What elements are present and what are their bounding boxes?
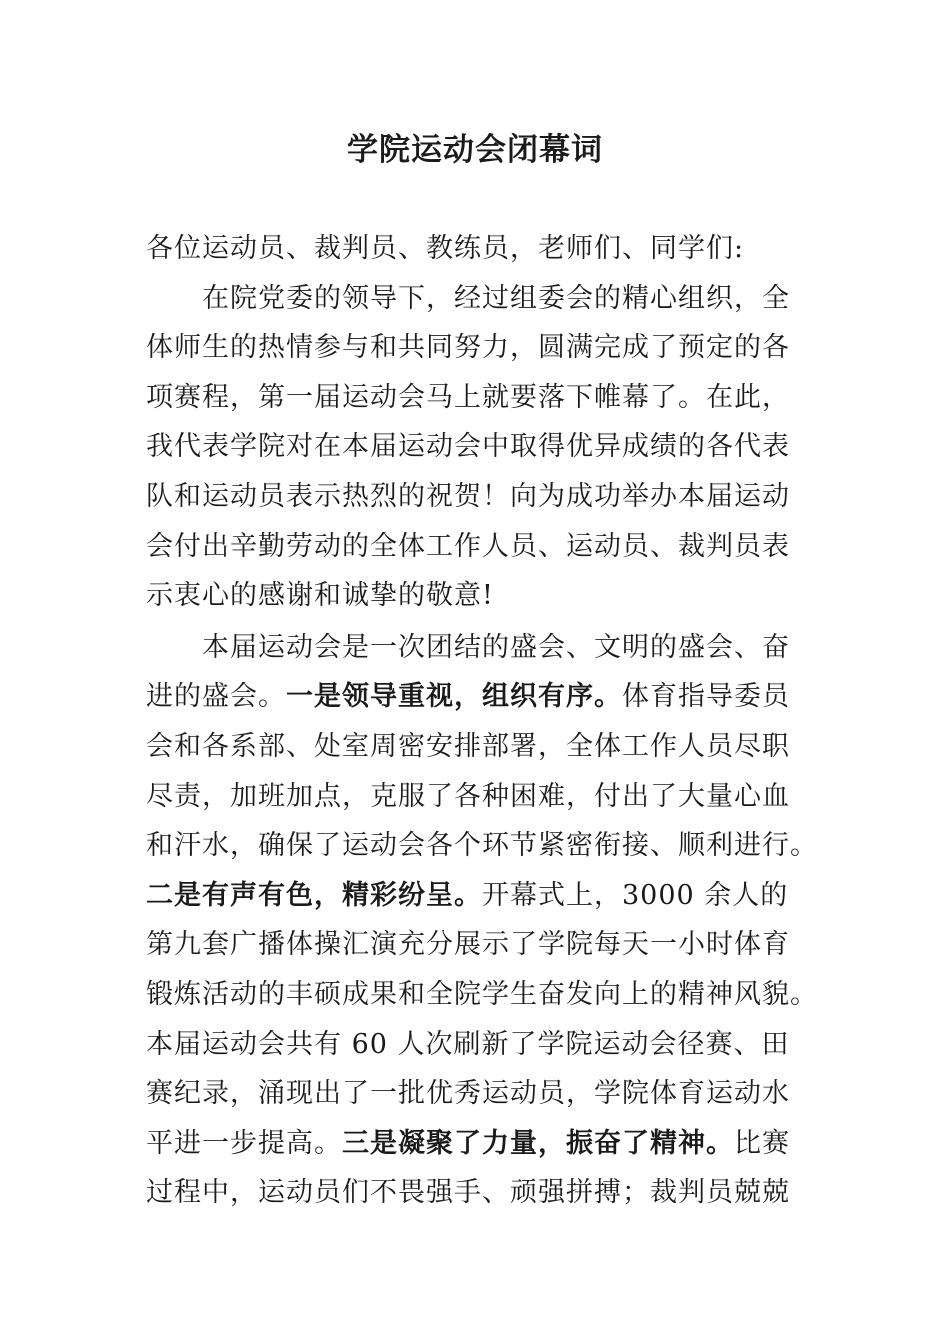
paragraph-line: 我代表学院对在本届运动会中取得优异成绩的各代表 — [146, 431, 790, 463]
paragraph-line: 在院党委的领导下，经过组委会的精心组织，全 — [202, 282, 790, 314]
paragraph-line: 示衷心的感谢和诚挚的敬意! — [146, 580, 494, 612]
paragraph-line — [146, 1119, 818, 1169]
text-run: 平进一步提高。 — [146, 1127, 342, 1159]
paragraph-line: 会付出辛勤劳动的全体工作人员、运动员、裁判员表 — [146, 530, 790, 562]
paragraph-line: 锻炼活动的丰硕成果和全院学生奋发向上的精神风貌。 — [146, 978, 818, 1010]
point-2-heading: 二是有声有色，精彩纷呈。 — [146, 879, 482, 911]
text-run: 开幕式上，3000 余人的 — [482, 879, 789, 911]
text-run: 体育指导委员 — [622, 681, 790, 713]
document-body — [146, 224, 818, 1218]
paragraph-2 — [146, 623, 818, 1218]
paragraph-line: 和汗水，确保了运动会各个环节紧密衔接、顺利进行。 — [146, 830, 818, 862]
salutation: 各位运动员、裁判员、教练员，老师们、同学们: — [146, 233, 745, 264]
paragraph-line — [146, 871, 818, 921]
paragraph-line: 赛纪录，涌现出了一批优秀运动员，学院体育运动水 — [146, 1078, 790, 1110]
document-title: 学院运动会闭幕词 — [347, 132, 603, 168]
paragraph-line: 体师生的热情参与和共同努力，圆满完成了预定的各 — [146, 332, 790, 364]
paragraph-line: 会和各系部、处室周密安排部署，全体工作人员尽职 — [146, 730, 790, 762]
point-1-heading: 一是领导重视，组织有序。 — [286, 681, 622, 713]
point-3-heading: 三是凝聚了力量，振奋了精神。 — [342, 1127, 734, 1159]
paragraph-line: 过程中，运动员们不畏强手、顽强拼搏；裁判员兢兢 — [146, 1177, 790, 1209]
text-run: 比赛 — [734, 1127, 790, 1159]
paragraph-line: 本届运动会共有 60 人次刷新了学院运动会径赛、田 — [146, 1028, 790, 1060]
paragraph-line: 第九套广播体操汇演充分展示了学院每天一小时体育 — [146, 929, 790, 961]
paragraph-line: 本届运动会是一次团结的盛会、文明的盛会、奋 — [202, 631, 790, 663]
paragraph-line: 项赛程，第一届运动会马上就要落下帷幕了。在此， — [146, 381, 790, 413]
paragraph-line: 尽责，加班加点，克服了各种困难，付出了大量心血 — [146, 780, 790, 812]
paragraph-1 — [146, 274, 818, 621]
paragraph-line — [146, 672, 818, 722]
text-run: 进的盛会。 — [146, 681, 286, 713]
paragraph-line: 队和运动员表示热烈的祝贺！向为成功举办本届运动 — [146, 480, 790, 512]
